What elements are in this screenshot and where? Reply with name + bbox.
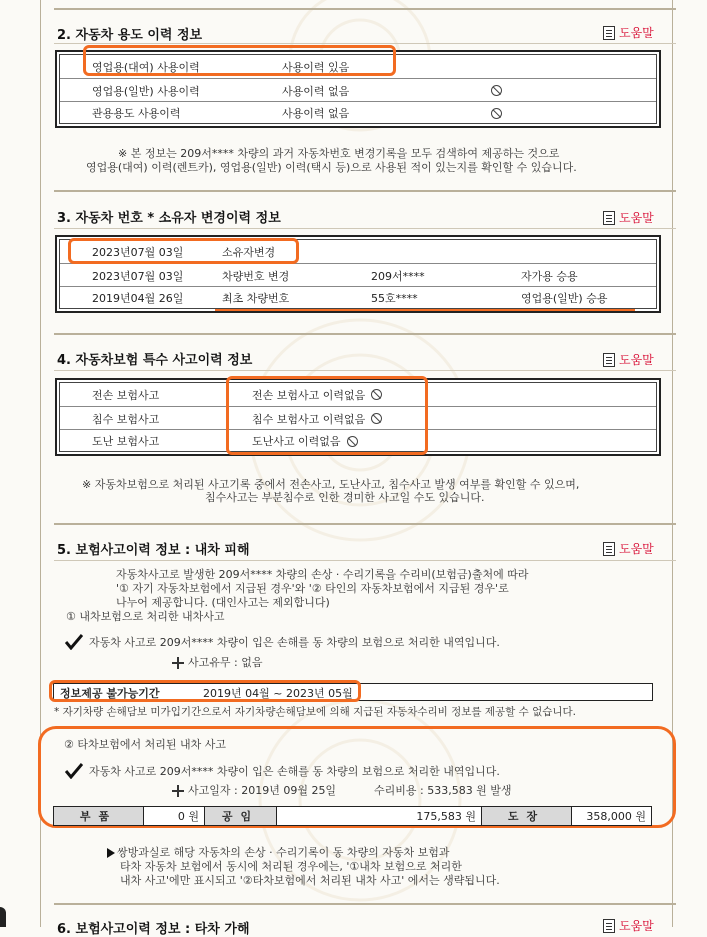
- accident-value-text: 도난사고 이력없음: [252, 435, 341, 448]
- cost-value-labor: 175,583 원: [277, 807, 482, 825]
- special-accident-table: [55, 378, 661, 456]
- arrow-bullet-icon: [107, 848, 115, 858]
- special-accident-title: 4. 자동차보험 특수 사고이력 정보: [57, 353, 253, 368]
- table-row: [60, 429, 656, 452]
- owner-event: 차량번호 변경: [222, 269, 290, 283]
- title-underline: [54, 370, 676, 371]
- cost-value-parts: 0 원: [144, 807, 205, 825]
- cost-value-paint: 358,000 원: [572, 807, 651, 825]
- owner-number: 55호****: [371, 292, 418, 305]
- damage-intro-line1: 자동차사고로 발생한 209서**** 차량의 손상 · 수리기록을 수리비(보험금)출처에 따라: [116, 568, 529, 581]
- window-edge: [0, 907, 6, 927]
- table-row: [60, 406, 656, 430]
- usage-note-line1: ※ 본 정보는 209서**** 차량의 과거 자동차번호 변경기록을 모두 검색하여 제공하는 것으로: [118, 147, 560, 160]
- ban-icon: [347, 436, 358, 447]
- page-frame-right: [672, 0, 673, 927]
- period-note: * 자기차량 손해담보 미가입기간으로서 자기차량손해담보에 의해 지급된 자동차수리비 정보를 제공할 수 없습니다.: [54, 706, 577, 718]
- ban-icon: [491, 102, 502, 124]
- page-frame-left: [40, 0, 41, 927]
- next-help-link[interactable]: [603, 917, 654, 934]
- damage-section-title: 5. 보험사고이력 정보 : 내차 피해: [57, 543, 250, 558]
- table-row: [60, 78, 656, 102]
- other-accident-date: [172, 784, 336, 798]
- accident-value: [252, 383, 382, 406]
- own-accident-status: [172, 656, 262, 670]
- footer-note-line1-text: 쌍방과실로 해당 자동차의 손상 · 수리기록이 동 차량의 자동차 보험과: [117, 846, 450, 859]
- owner-event: 최초 차량번호: [222, 292, 290, 305]
- accident-value-text: 침수 보험사고 이력없음: [252, 412, 366, 426]
- owner-number: 209서****: [371, 269, 425, 283]
- special-accident-help-link[interactable]: [603, 351, 654, 368]
- own-accident-status-text: 사고유무 : 없음: [188, 656, 263, 669]
- owner-date: 2023년07월 03일: [92, 245, 184, 259]
- checkmark-icon: [65, 763, 83, 779]
- ban-icon: [491, 79, 502, 102]
- table-row: [60, 55, 656, 78]
- accident-type: 전손 보험사고: [92, 388, 160, 402]
- owner-table: [55, 235, 661, 313]
- next-section-title: 6. 보험사고이력 정보 : 타차 가해: [57, 922, 250, 937]
- special-accident-note-line2: 침수사고는 부분침수로 인한 경미한 사고일 수도 있습니다.: [205, 491, 485, 504]
- usage-value: 사용이력 없음: [282, 107, 350, 120]
- ban-icon: [371, 413, 382, 424]
- table-row: [60, 263, 656, 287]
- unavailable-period-bar: [53, 683, 653, 701]
- cost-head-parts: 부품: [54, 807, 144, 825]
- other-accident-title: ② 타차보험에서 처리된 내차 사고: [64, 738, 226, 751]
- usage-label: 영업용(일반) 사용이력: [92, 84, 200, 98]
- accident-type: 도난 보험사고: [92, 435, 160, 448]
- special-accident-note-line1: ※ 자동차보험으로 처리된 사고기록 중에서 전손사고, 도난사고, 침수사고 발생 여부를 확인할 수 있으며,: [82, 478, 580, 491]
- usage-table: [55, 50, 661, 128]
- document-icon: [603, 542, 615, 556]
- section-divider: [54, 190, 676, 192]
- footer-note-line3: 내차 사고'에만 표시되고 '②타차보험에서 처리된 내차 사고' 에서는 생략됩니다.: [120, 874, 500, 887]
- move-arrows-icon: [172, 785, 184, 797]
- footer-note-line2: 타차 자동차 보험에서 동시에 처리된 경우에는, '①내차 보험으로 처리한: [120, 860, 462, 873]
- period-label: 정보제공 불가능기간: [60, 687, 160, 700]
- highlight-underline: [215, 309, 635, 311]
- owner-date: 2019년04월 26일: [92, 292, 184, 305]
- move-arrows-icon: [172, 657, 184, 669]
- usage-label: 관용용도 사용이력: [92, 107, 181, 120]
- damage-intro-line3: 나누어 제공합니다. (대인사고는 제외합니다): [116, 596, 330, 609]
- title-underline: [54, 43, 676, 44]
- usage-value: 사용이력 없음: [282, 84, 350, 98]
- owner-usage: 자가용 승용: [521, 269, 578, 283]
- period-value: 2019년 04월 ~ 2023년 05월: [203, 687, 353, 700]
- document-icon: [603, 26, 615, 40]
- accident-value: [252, 430, 358, 452]
- document-icon: [603, 211, 615, 225]
- owner-help-link[interactable]: [603, 209, 654, 226]
- owner-section-title: 3. 자동차 번호 * 소유자 변경이력 정보: [57, 211, 281, 226]
- usage-help-link[interactable]: [603, 24, 654, 41]
- help-label: 도움말: [619, 26, 654, 40]
- title-underline: [54, 560, 676, 561]
- usage-value: 사용이력 있음: [282, 60, 350, 74]
- section-divider: [54, 333, 676, 335]
- accident-type: 침수 보험사고: [92, 412, 160, 426]
- damage-help-link[interactable]: [603, 540, 654, 557]
- help-label: 도움말: [619, 353, 654, 367]
- accident-value-text: 전손 보험사고 이력없음: [252, 388, 366, 402]
- table-row: [60, 240, 656, 263]
- document-icon: [603, 919, 615, 933]
- usage-section-title: 2. 자동차 용도 이력 정보: [57, 28, 203, 43]
- section-divider: [54, 903, 676, 905]
- help-label: 도움말: [619, 919, 654, 933]
- other-accident-date-text: 사고일자 : 2019년 09월 25일: [188, 784, 337, 797]
- other-accident-desc: 자동차 사고로 209서**** 차량이 입은 손해를 동 차량의 보험으로 처리한 내역입니다.: [89, 765, 500, 778]
- footer-note-line1: [107, 846, 450, 860]
- usage-label: 영업용(대여) 사용이력: [92, 60, 200, 74]
- cost-head-paint: 도장: [482, 807, 572, 825]
- title-underline: [54, 228, 676, 229]
- cost-head-labor: 공임: [205, 807, 277, 825]
- document-icon: [603, 353, 615, 367]
- other-accident-cost: 수리비용 : 533,583 원 발생: [374, 784, 512, 797]
- ban-icon: [371, 389, 382, 400]
- owner-date: 2023년07월 03일: [92, 269, 184, 283]
- own-accident-title: ① 내차보험으로 처리한 내차사고: [66, 610, 225, 623]
- table-row: [60, 101, 656, 124]
- usage-note-line2: 영업용(대여) 이력(렌트카), 영업용(일반) 이력(택시 등)으로 사용된 적이 있는지를 확인할 수 있습니다.: [86, 161, 577, 174]
- checkmark-icon: [65, 634, 83, 650]
- own-accident-desc: 자동차 사고로 209서**** 차량이 입은 손해를 동 차량의 보험으로 처리한 내역입니다.: [89, 636, 500, 649]
- owner-event: 소유자변경: [222, 245, 276, 259]
- accident-value: [252, 407, 382, 430]
- section-divider: [54, 523, 676, 525]
- owner-usage: 영업용(일반) 승용: [521, 292, 608, 305]
- table-row: [60, 286, 656, 309]
- damage-intro-line2: '① 자기 자동차보험에서 지급된 경우'와 '② 타인의 자동차보험에서 지급된 경우'로: [116, 582, 509, 595]
- repair-cost-table: [53, 806, 652, 826]
- help-label: 도움말: [619, 211, 654, 225]
- help-label: 도움말: [619, 542, 654, 556]
- section-divider: [54, 8, 676, 10]
- table-row: [60, 383, 656, 406]
